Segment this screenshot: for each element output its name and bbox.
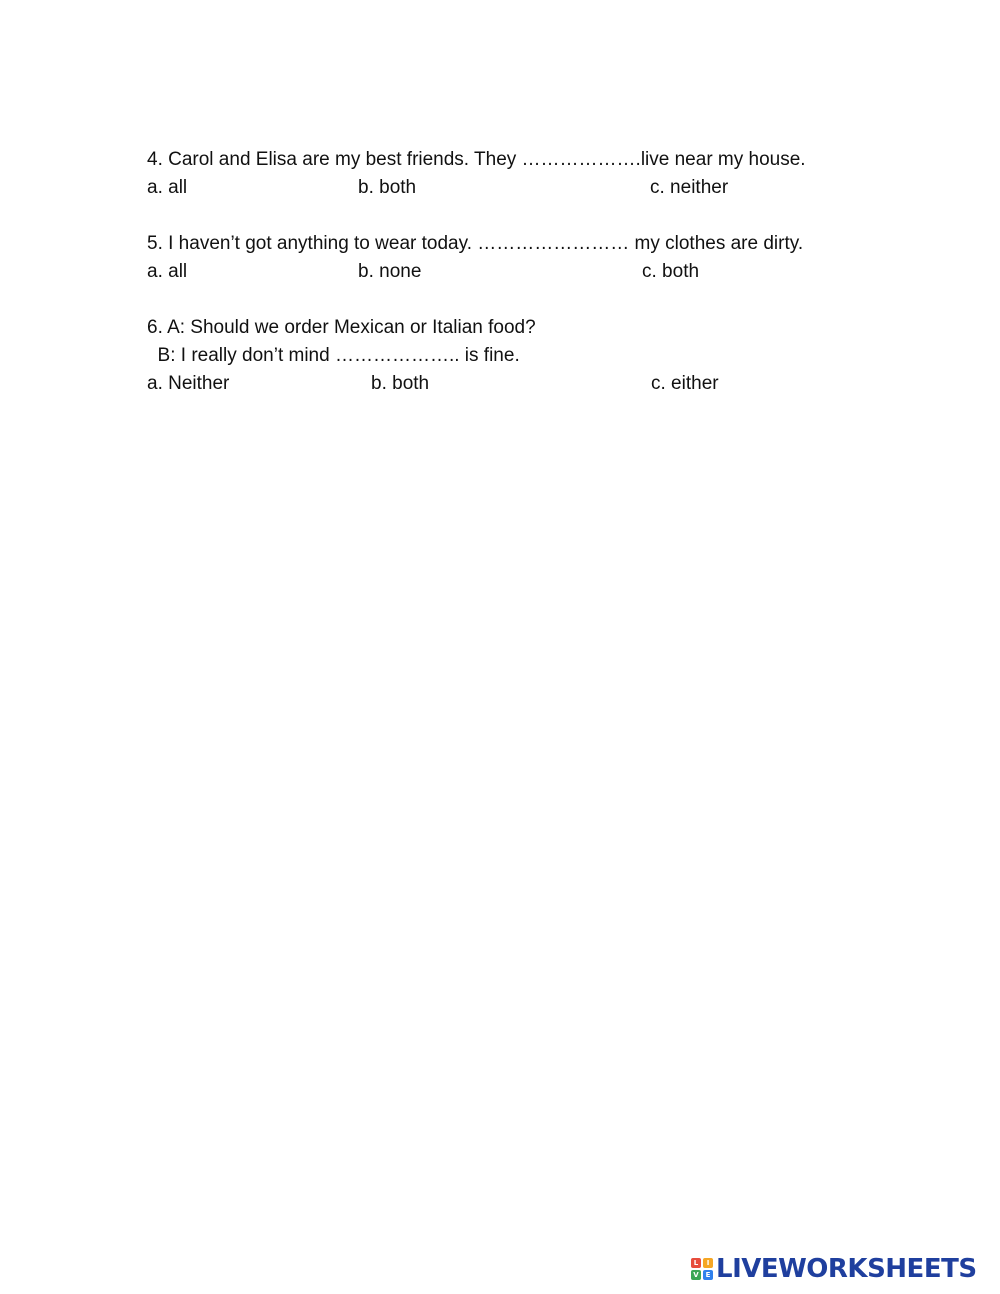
question-4-text: 4. Carol and Elisa are my best friends. They ……………….live near my house. xyxy=(147,149,806,170)
logo-letter-v: V xyxy=(691,1270,701,1280)
question-4-option-c[interactable]: c. neither xyxy=(650,177,729,198)
question-6-option-a[interactable]: a. Neither xyxy=(147,373,230,394)
question-5-text: 5. I haven’t got anything to wear today. …………………… my clothes are dirty. xyxy=(147,233,804,254)
logo-text: LIVEWORKSHEETS xyxy=(716,1254,977,1284)
liveworksheets-logo xyxy=(691,1254,977,1284)
question-5-option-a[interactable]: a. all xyxy=(147,261,188,282)
logo-letter-l: L xyxy=(691,1258,701,1268)
question-6-text-line-1: 6. A: Should we order Mexican or Italian food? xyxy=(147,317,536,338)
question-6-option-b[interactable]: b. both xyxy=(371,373,430,394)
logo-letter-e: E xyxy=(703,1270,713,1280)
question-6-option-c[interactable]: c. either xyxy=(651,373,719,394)
question-5-option-c[interactable]: c. both xyxy=(642,261,700,282)
logo-letter-i: I xyxy=(703,1258,713,1268)
logo-mark-icon xyxy=(691,1258,713,1280)
question-6-text-line-2: B: I really don’t mind ……………….. is fine. xyxy=(147,345,520,366)
question-4-option-a[interactable]: a. all xyxy=(147,177,188,198)
question-4-option-b[interactable]: b. both xyxy=(358,177,417,198)
question-5-option-b[interactable]: b. none xyxy=(358,261,422,282)
